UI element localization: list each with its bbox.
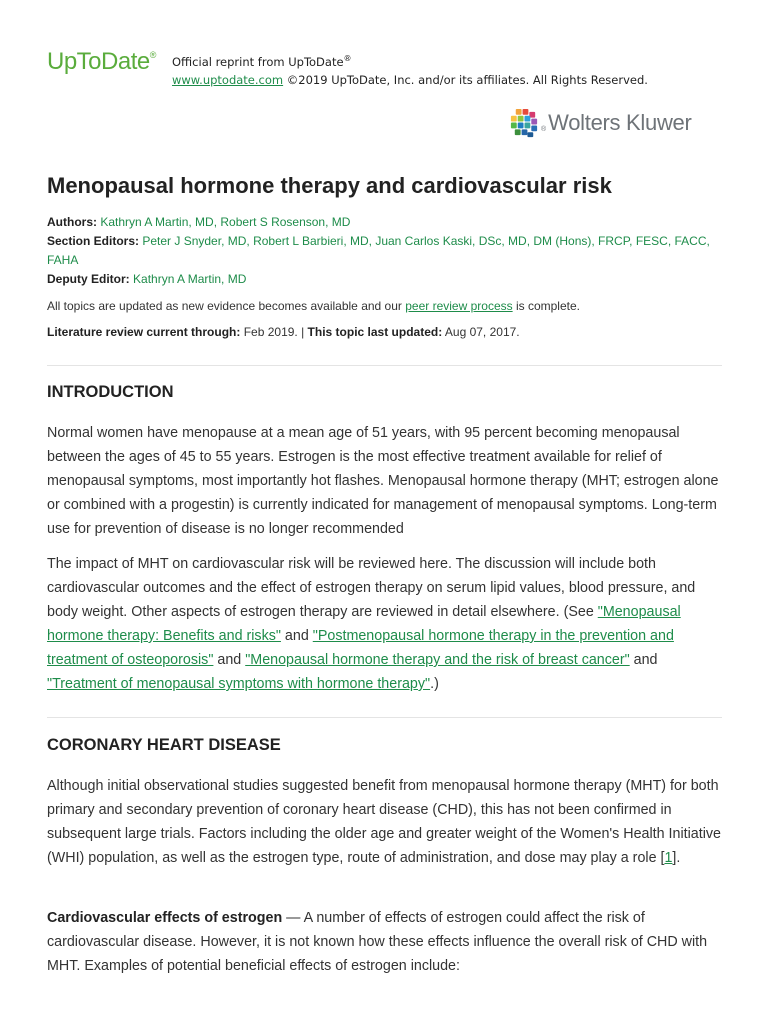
lit-review-label: Literature review current through: [47, 325, 241, 339]
section-editors-label: Section Editors: [47, 234, 140, 248]
deputy-editor-line [47, 270, 727, 289]
authors-names[interactable]: Kathryn A Martin, MD, Robert S Rosenson, MD [100, 215, 351, 229]
chd-paragraph-2 [47, 906, 727, 978]
reference-link-1[interactable]: 1 [664, 850, 673, 866]
deputy-editor-label: Deputy Editor: [47, 272, 130, 286]
site-link[interactable]: www.uptodate.com [172, 72, 284, 87]
update-note [47, 297, 727, 316]
wolters-kluwer-logo [508, 107, 692, 139]
publisher-name: Wolters Kluwer [548, 110, 692, 135]
lit-review-value: Feb 2019. | [240, 325, 308, 339]
logo-registered-mark: ® [149, 50, 156, 60]
intro-p2-text: The impact of MHT on cardiovascular risk will be reviewed here. The discussion will include both cardiovascular outcomes and the effect of estrogen therapy on serum lipid values, blood pressure, and body weight. Other aspects of estrogen therapy are reviewed in detail elsewhere. (See [47, 556, 696, 620]
copyright-text: ©2019 UpToDate, Inc. and/or its affiliates. All Rights Reserved. [286, 72, 648, 87]
article-title: Menopausal hormone therapy and cardiovascular risk [47, 173, 612, 198]
review-dates [47, 323, 727, 342]
authors-line [47, 213, 727, 232]
link-breast-cancer[interactable]: "Menopausal hormone therapy and the risk of breast cancer" [245, 652, 630, 668]
intro-paragraph-1: Normal women have menopause at a mean age of 51 years, with 95 percent becoming menopausal between the ages of 45 to 55 years. Estrogen is the most effective treatment available for relief of menopausal symptoms, most importantly hot flashes. Menopausal hormone therapy (MHT; estrogen alone or combined with a progestin) is currently indicated for management of menopausal symptoms. Long-term use for prevention of disease is no longer recommended [47, 425, 719, 537]
last-updated-value: Aug 07, 2017. [442, 325, 520, 339]
last-updated-label: This topic last updated: [307, 325, 443, 339]
chd-p1-end: ]. [672, 850, 681, 866]
chd-p2-text: — A number of effects of estrogen could affect the risk of cardiovascular disease. However, it is not known how these effects influence the overall risk of CHD with MHT. Examples of potential beneficial effects of estrogen include: [47, 910, 708, 974]
conjunction: and [629, 652, 658, 668]
update-note-text: All topics are updated as new evidence becomes available and our [47, 299, 406, 313]
wolters-kluwer-globe-icon [508, 107, 541, 140]
introduction-heading: INTRODUCTION [47, 383, 174, 401]
link-benefits-and-risks[interactable]: "Menopausal hormone therapy: Benefits and risks" [47, 604, 681, 644]
intro-paragraph-2 [47, 552, 727, 696]
reprint-line: Official reprint from UpToDate [172, 54, 344, 69]
conjunction: and [213, 652, 246, 668]
conjunction: and [280, 628, 313, 644]
publisher-registered-mark: ® [541, 126, 547, 133]
chd-heading: CORONARY HEART DISEASE [47, 736, 281, 754]
cardiovascular-effects-subheading: Cardiovascular effects of estrogen [47, 910, 283, 926]
divider [47, 717, 722, 718]
section-editors-line [47, 232, 727, 270]
chd-paragraph-1 [47, 774, 727, 870]
uptodate-logo[interactable] [47, 48, 156, 76]
authors-label: Authors: [47, 215, 97, 229]
deputy-editor-name[interactable]: Kathryn A Martin, MD [133, 272, 247, 286]
peer-review-link[interactable]: peer review process [405, 299, 513, 313]
reprint-registered-mark: ® [343, 54, 352, 63]
link-osteoporosis[interactable]: "Postmenopausal hormone therapy in the prevention and treatment of osteoporosis" [47, 628, 674, 668]
update-note-end: is complete. [512, 299, 580, 313]
link-menopausal-symptoms[interactable]: "Treatment of menopausal symptoms with hormone therapy" [47, 676, 431, 692]
reprint-notice [172, 50, 648, 89]
section-editors-names[interactable]: Peter J Snyder, MD, Robert L Barbieri, MD, Juan Carlos Kaski, DSc, MD, DM (Hons), FRCP, FESC, FACC, FAHA [47, 234, 710, 267]
divider [47, 365, 722, 366]
chd-p1-text: Although initial observational studies suggested benefit from menopausal hormone therapy (MHT) for both primary and secondary prevention of coronary heart disease (CHD), this has not been confirmed in subsequent large trials. Factors including the older age and greater weight of the Women's Health Initiative (WHI) population, as well as the estrogen type, route of administration, and dose may play a role [ [47, 778, 722, 866]
logo-text: UpToDate [47, 48, 150, 75]
paren-close: .) [430, 676, 439, 692]
